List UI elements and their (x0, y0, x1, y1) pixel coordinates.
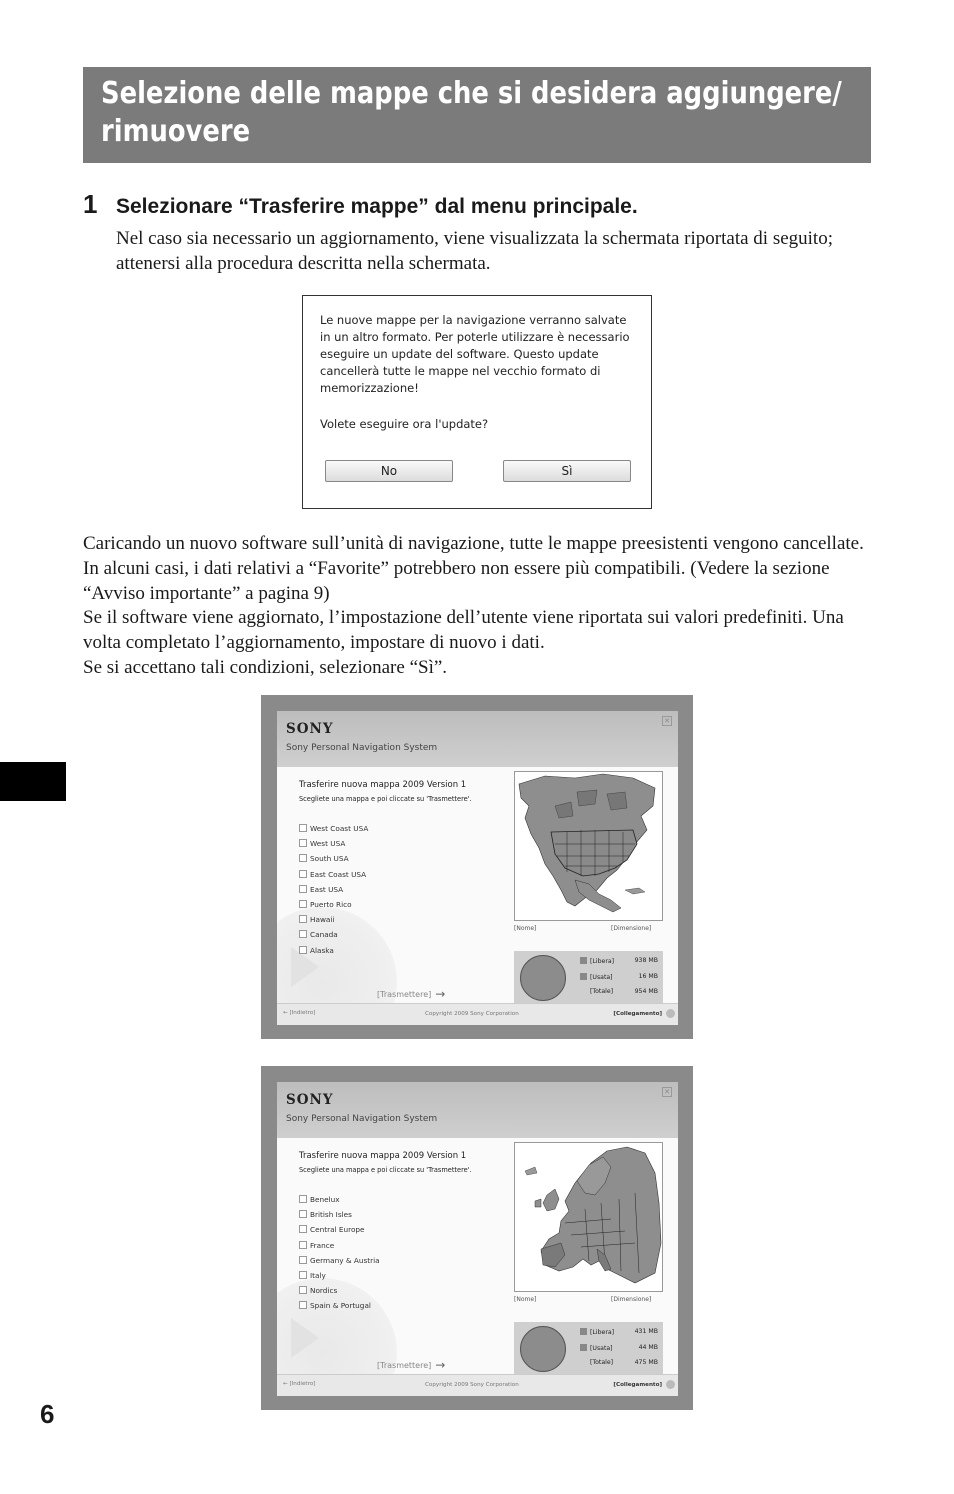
used-row: [Usata] 16 MB (580, 973, 658, 981)
checkbox[interactable] (299, 1195, 307, 1203)
app-subtitle: Sony Personal Navigation System (286, 743, 438, 753)
no-button[interactable]: No (325, 460, 453, 482)
map-item[interactable]: Canada (299, 929, 368, 944)
page-number: 6 (40, 1399, 55, 1429)
checkbox[interactable] (299, 885, 307, 893)
transfer-title: Trasferire nuova mappa 2009 Version 1 (299, 780, 467, 790)
checkbox[interactable] (299, 1241, 307, 1249)
map-size-label: [Dimensione] (611, 925, 652, 932)
step-body: Nel caso sia necessario un aggiornamento, viene visualizzata la schermata riportata di seguito; attenersi alla procedura descritta nella schermata. (116, 228, 833, 274)
storage-pie (520, 1326, 566, 1372)
checkbox[interactable] (299, 854, 307, 862)
si-button[interactable]: Sì (503, 460, 631, 482)
paragraph-line1: Caricando un nuovo software sull’unità di navigazione, tutte le mappe preesistenti vengono cancellate. In alcuni casi, i dati relativi a “Favorite” potrebbero non essere più compatibili. (Vedere la sezione “Avviso importante” a pagina 9) (83, 533, 864, 604)
storage-pie (520, 955, 566, 1001)
checkbox[interactable] (299, 1256, 307, 1264)
transfer-title: Trasferire nuova mappa 2009 Version 1 (299, 1151, 467, 1161)
free-row: [Libera] 938 MB (580, 957, 658, 965)
map-item[interactable]: Puerto Rico (299, 899, 368, 914)
app-window (277, 711, 678, 1025)
close-icon[interactable]: ✕ (662, 1087, 672, 1097)
map-item[interactable]: British Isles (299, 1209, 380, 1224)
dialog-question: Volete eseguire ora l'update? (320, 417, 489, 431)
checkbox[interactable] (299, 1301, 307, 1309)
map-item[interactable]: East USA (299, 884, 368, 899)
paragraph-line3: Se si accettano tali condizioni, selezionare “Sì”. (83, 656, 448, 678)
status-indicator-icon (666, 1009, 675, 1018)
app-footer (277, 1374, 678, 1396)
copyright-text: Copyright 2009 Sony Corporation (425, 1011, 519, 1017)
checkbox[interactable] (299, 930, 307, 938)
update-dialog (302, 295, 652, 509)
screenshot-europe (261, 1066, 693, 1410)
screenshot-usa (261, 695, 693, 1039)
app-window (277, 1082, 678, 1396)
map-item[interactable]: Central Europe (299, 1224, 380, 1239)
body-paragraph (83, 532, 873, 681)
map-item[interactable]: Nordics (299, 1285, 380, 1300)
connection-button[interactable]: [Collegamento] (613, 1011, 662, 1017)
checkbox[interactable] (299, 824, 307, 832)
map-item[interactable]: East Coast USA (299, 869, 368, 884)
checkbox[interactable] (299, 1225, 307, 1233)
section-title-line2: rimuovere (101, 114, 251, 149)
total-row: [Totale] 954 MB (590, 988, 658, 995)
map-list (299, 1194, 380, 1316)
app-header (277, 711, 678, 767)
map-item[interactable]: Spain & Portugal (299, 1300, 380, 1315)
map-item[interactable]: France (299, 1240, 380, 1255)
transmit-button[interactable]: [Trasmettere] → (377, 1358, 446, 1372)
map-item[interactable]: West Coast USA (299, 823, 368, 838)
side-tab-marker (0, 762, 66, 801)
app-footer (277, 1003, 678, 1025)
map-size-label: [Dimensione] (611, 1296, 652, 1303)
storage-usage-panel (514, 951, 663, 1004)
north-america-map[interactable] (514, 771, 663, 921)
connection-button[interactable]: [Collegamento] (613, 1382, 662, 1388)
total-row: [Totale] 475 MB (590, 1359, 658, 1366)
sony-logo: SONY (286, 1092, 334, 1108)
app-subtitle: Sony Personal Navigation System (286, 1114, 438, 1124)
map-item[interactable]: Hawaii (299, 914, 368, 929)
checkbox[interactable] (299, 915, 307, 923)
transfer-hint: Scegliete una mappa e poi cliccate su 'Trasmettere'. (299, 795, 472, 803)
map-item[interactable]: West USA (299, 838, 368, 853)
section-title-line1: Selezione delle mappe che si desidera aggiungere/ (101, 76, 842, 111)
checkbox[interactable] (299, 1286, 307, 1294)
arrow-right-icon: → (435, 1358, 446, 1372)
back-button[interactable]: ← [Indietro] (283, 1010, 316, 1016)
dialog-message: Le nuove mappe per la navigazione verranno salvate in un altro formato. Per poterle utilizzare è necessario eseguire un update del software. Questo update cancellerà tutte le mappe nel vecchio formato di memorizzazione! (320, 313, 630, 395)
free-row: [Libera] 431 MB (580, 1328, 658, 1336)
section-title (101, 75, 851, 151)
arrow-left-icon: ← (283, 1381, 288, 1387)
status-indicator-icon (666, 1380, 675, 1389)
map-item[interactable]: Italy (299, 1270, 380, 1285)
section-header (83, 67, 871, 163)
checkbox[interactable] (299, 946, 307, 954)
back-button[interactable]: ← [Indietro] (283, 1381, 316, 1387)
app-header (277, 1082, 678, 1138)
map-name-label: [Nome] (514, 925, 537, 932)
paragraph-line2: Se il software viene aggiornato, l’impostazione dell’utente viene riportata sui valori predefiniti. Una volta completato l’aggiornamento, impostare di nuovo i dati. (83, 607, 844, 654)
step-title: Selezionare “Trasferire mappe” dal menu principale. (116, 195, 638, 218)
map-list (299, 823, 368, 960)
transmit-button[interactable]: [Trasmettere] → (377, 987, 446, 1001)
app-content (277, 1138, 678, 1374)
used-row: [Usata] 44 MB (580, 1344, 658, 1352)
map-item[interactable]: Germany & Austria (299, 1255, 380, 1270)
map-item[interactable]: Benelux (299, 1194, 380, 1209)
transfer-hint: Scegliete una mappa e poi cliccate su 'Trasmettere'. (299, 1166, 472, 1174)
map-name-label: [Nome] (514, 1296, 537, 1303)
storage-usage-panel (514, 1322, 663, 1375)
checkbox[interactable] (299, 1210, 307, 1218)
map-item[interactable]: South USA (299, 853, 368, 868)
checkbox[interactable] (299, 900, 307, 908)
map-item[interactable]: Alaska (299, 945, 368, 960)
europe-map[interactable] (514, 1142, 663, 1292)
checkbox[interactable] (299, 1271, 307, 1279)
checkbox[interactable] (299, 839, 307, 847)
checkbox[interactable] (299, 870, 307, 878)
arrow-right-icon: → (435, 987, 446, 1001)
watermark-arrow-icon (291, 1318, 319, 1358)
copyright-text: Copyright 2009 Sony Corporation (425, 1382, 519, 1388)
close-icon[interactable]: ✕ (662, 716, 672, 726)
arrow-left-icon: ← (283, 1010, 288, 1016)
step-number: 1 (83, 189, 98, 219)
sony-logo: SONY (286, 721, 334, 737)
app-content (277, 767, 678, 1003)
